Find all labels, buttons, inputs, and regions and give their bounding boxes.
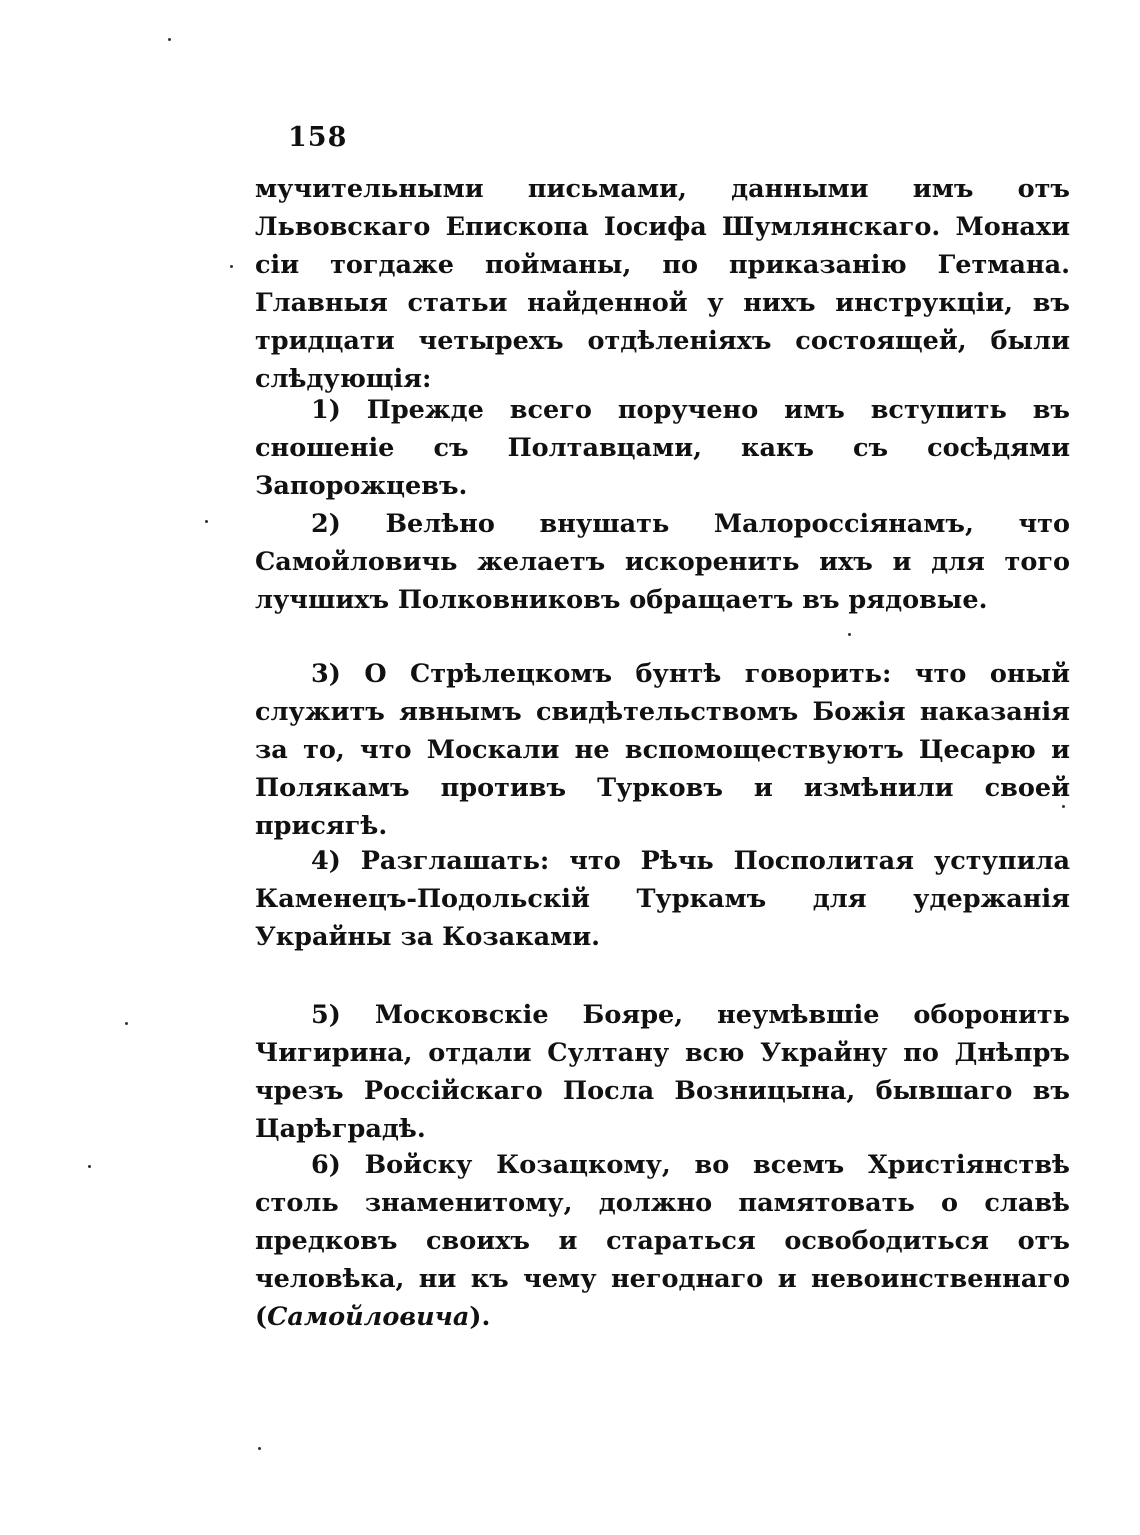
item-text-end: ). <box>469 1302 491 1332</box>
item-text: О Стрѣлецкомъ бунтѣ говорить: что оный служитъ явнымъ свидѣтельствомъ Божія наказанія за то, что Москали не вспомоществуютъ Цесарю и Полякамъ противъ Турковъ и измѣнили своей присягѣ. <box>255 659 1070 841</box>
list-item-5 <box>255 996 1070 1148</box>
scan-speck <box>230 265 233 268</box>
item-text: Войску Козацкому, во всемъ Христіянствѣ столь знаменитому, должно памятовать о славѣ предковъ своихъ и стараться освободиться отъ человѣка, ни къ чему негоднаго и невоинственнаго ( <box>255 1150 1070 1332</box>
scan-speck <box>168 38 171 41</box>
item-text: Велѣно внушать Малороссіянамъ, что Самойловичь желаетъ искоренить ихъ и для того лучшихъ Полковниковъ обращаетъ въ рядовые. <box>255 509 1070 615</box>
item-number: 5) <box>311 1000 341 1030</box>
scan-speck <box>848 633 851 636</box>
item-text: Московскіе Бояре, неумѣвшіе оборонить Чигирина, отдали Султану всю Украйну по Днѣпръ чрезъ Россійскаго Посла Возницына, бывшаго въ Царѣградѣ. <box>255 1000 1070 1144</box>
item-number: 4) <box>311 846 341 876</box>
scan-speck <box>88 1165 91 1168</box>
scan-speck <box>258 1447 261 1450</box>
item-text: Разглашать: что Рѣчь Посполитая уступила Каменецъ-Подольскій Туркамъ для удержанія Украйны за Козаками. <box>255 846 1070 952</box>
list-item-2 <box>255 505 1070 619</box>
list-item-4 <box>255 842 1070 956</box>
list-item-6 <box>255 1146 1070 1336</box>
list-item-3 <box>255 655 1070 845</box>
scan-speck <box>1062 805 1065 808</box>
scan-speck <box>125 1022 128 1025</box>
list-item-1 <box>255 391 1070 505</box>
item-number: 1) <box>311 395 341 425</box>
item-text: Прежде всего поручено имъ вступить въ сношеніе съ Полтавцами, какъ съ сосѣдями Запорожцевъ. <box>255 395 1070 501</box>
scan-speck <box>205 520 208 523</box>
item-number: 2) <box>311 509 341 539</box>
page-number: 158 <box>288 122 348 153</box>
item-italic-name: Самойловича <box>267 1302 470 1332</box>
item-number: 3) <box>311 659 341 689</box>
intro-paragraph: мучительными письмами, данными имъ отъ Львовскаго Епископа Іосифа Шумлянскаго. Монахи сіи тогдаже пойманы, по приказанію Гетмана. Главныя статьи найденной у нихъ инструкціи, въ тридцати четырехъ отдѣленіяхъ состоящей, были слѣдующія: <box>255 174 1070 394</box>
item-number: 6) <box>311 1150 341 1180</box>
